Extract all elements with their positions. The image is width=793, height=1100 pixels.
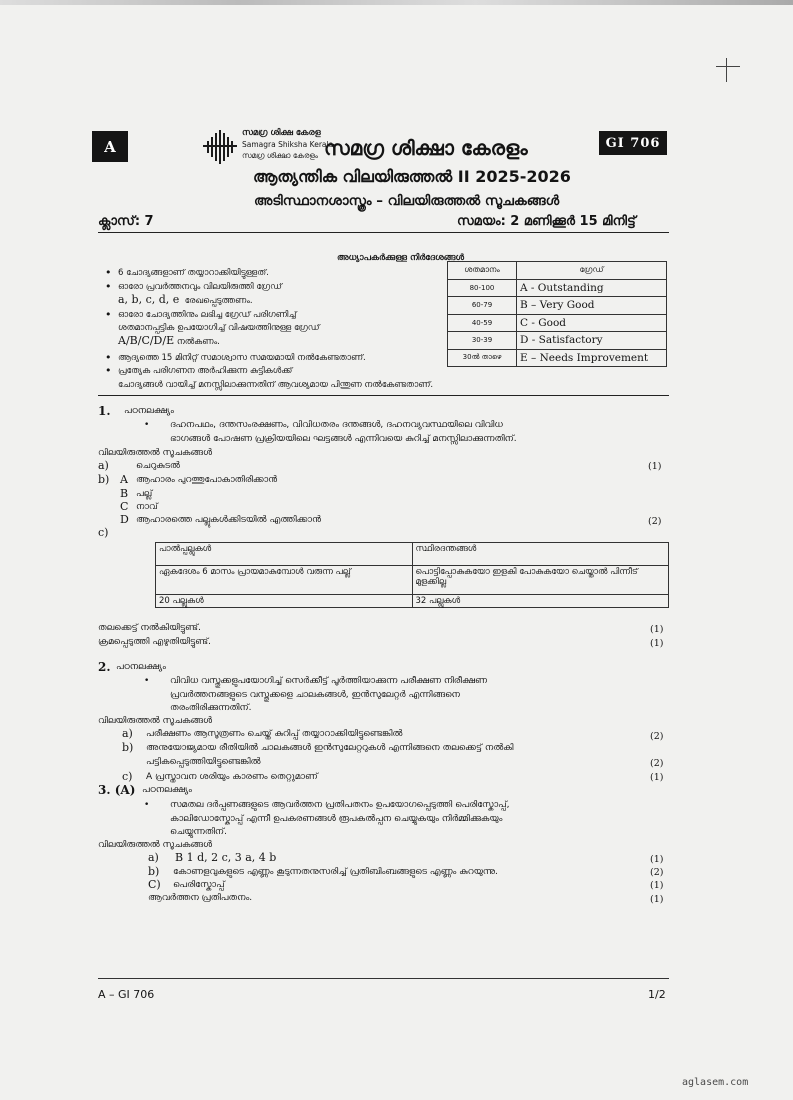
q2-b-mark: (2) (650, 758, 664, 769)
q1-c2-mark: (1) (650, 638, 664, 649)
q1-bB-answer: പല്ല് (136, 489, 153, 499)
variant-badge: A (92, 131, 128, 162)
ssk-logo-icon (203, 128, 237, 166)
q2-indicators-label: വിലയിരുത്തൽ സൂചകങ്ങൾ (98, 716, 213, 726)
grade-row (448, 297, 667, 315)
q1-b-mark: (2) (648, 516, 662, 527)
grade-range: 30ൽ താഴെ (448, 349, 517, 367)
grade-row (448, 314, 667, 332)
teeth-cell: 20 പല്ലുകൾ (156, 595, 413, 608)
q1-bA-answer: ആഹാരം പുറത്തുപോകാതിരിക്കാൻ (136, 475, 278, 485)
q2-goal-label: പഠനലക്ഷ്യം (116, 662, 166, 672)
instruction-2: • ഓരോ പ്രവർത്തനവും വിലയിരുത്തി ഗ്രേഡ് (105, 280, 282, 293)
q3-a-label: a) (148, 851, 159, 864)
crop-mark (726, 58, 727, 82)
teeth-head-permanent: സ്ഥിരദന്തങ്ങൾ (412, 543, 669, 566)
q2-c-mark: (1) (650, 772, 664, 783)
q1-c1-mark: (1) (650, 624, 664, 635)
q3-goal-line-3: ചെയ്യുന്നതിന്. (170, 827, 227, 837)
q2-a-label: a) (122, 727, 133, 740)
q1-goal-line-2: ഭാഗങ്ങൾ പോഷണ പ്രക്രിയയിലെ ഘട്ടങ്ങൾ എന്നിവയെ കുറിച്ച് മനസ്സിലാക്കുന്നതിന്. (170, 434, 517, 444)
q1-bA-label: A (120, 473, 128, 486)
q1-goal-bullet: • (144, 420, 150, 430)
q1-bC-label: C (120, 500, 129, 513)
grade-row (448, 332, 667, 350)
teeth-cell: ഏകദേശം 6 മാസം പ്രായമാകുമ്പോൾ വരുന്ന പല്ല് (156, 566, 413, 595)
grade-table (447, 261, 667, 367)
q3-c-mark: (1) (650, 880, 664, 891)
q3-c-answer: പെരിസ്കോപ്പ് (173, 880, 225, 890)
grade-value: B – Very Good (517, 297, 667, 315)
logo-wordmark (242, 128, 333, 161)
q2-c-answer: A പ്രസ്താവന ശരിയും കാരണം തെറ്റുമാണ് (146, 772, 318, 782)
teeth-cell: 32 പല്ലുകൾ (412, 595, 669, 608)
q3-goal-label: പഠനലക്ഷ്യം (142, 785, 192, 795)
instruction-4: • ആദ്യത്തെ 15 മിനിറ്റ് സമാശ്വാസ സമയമായി നൽകേണ്ടതാണ്. (105, 351, 366, 364)
class-label: ക്ലാസ്: 7 (98, 214, 154, 229)
teeth-table-row (156, 595, 669, 608)
instruction-3-cont: ശതമാനപ്പട്ടിക ഉപയോഗിച്ച് വിഷയത്തിനുള്ള ഗ്രേഡ് (118, 323, 320, 333)
q3-b-label: b) (148, 865, 160, 878)
q3-a-mark: (1) (650, 854, 664, 865)
footer-divider (98, 978, 669, 979)
instructions-title: അധ്യാപകർക്കുള്ള നിർദേശങ്ങൾ (337, 253, 465, 263)
q3-number: 3. (A) (98, 783, 136, 797)
grade-table-header (448, 262, 667, 280)
exam-title: ആത്യന്തിക വിലയിരുത്തൽ II 2025-2026 (253, 167, 571, 186)
q2-goal-line-3: തരംതിരിക്കുന്നതിന്. (170, 703, 252, 713)
paper-code-badge: GI 706 (599, 131, 667, 155)
q2-goal-line-1: വിവിധ വസ്തുക്കളുപയോഗിച്ച് സെർക്കീട്ട് പൂർത്തിയാക്കുന്ന പരീക്ഷണ നിരീക്ഷണ (170, 676, 487, 686)
brand-title: സമഗ്ര ശിക്ഷാ കേരളം (324, 136, 528, 160)
q1-bD-label: D (120, 513, 129, 526)
q2-a-mark: (2) (650, 731, 664, 742)
watermark-text: aglasem.com (682, 1077, 749, 1088)
instruction-5: • പ്രത്യേക പരിഗണന അർഹിക്കുന്ന കുട്ടികൾക്ക് (105, 364, 293, 377)
logo-line-1: സമഗ്ര ശിക്ഷ കേരള (242, 128, 321, 138)
q1-goal-label: പഠനലക്ഷ്യം (124, 406, 174, 416)
q2-b-answer: അനുയോജ്യമായ രീതിയിൽ ചാലകങ്ങൾ ഇൻസുലേറ്ററുകൾ എന്നിങ്ങനെ തലക്കെട്ട് നൽകി (146, 743, 514, 753)
q1-indicators-label: വിലയിരുത്തൽ സൂചകങ്ങൾ (98, 448, 213, 458)
q1-a-answer: ചെറുകുടൽ (136, 461, 180, 471)
instruction-2-cont: a, b, c, d, e രേഖപ്പെടുത്തണം. (118, 293, 253, 306)
q3-indicators-label: വിലയിരുത്തൽ സൂചകങ്ങൾ (98, 840, 213, 850)
q3-c-label: C) (148, 878, 161, 891)
q2-a-answer: പരീക്ഷണം ആസൂത്രണം ചെയ്ത് കുറിപ്പ് തയ്യാറാക്കിയിട്ടുണ്ടെങ്കിൽ (146, 729, 403, 739)
header-divider (98, 232, 669, 233)
crop-mark-h (716, 66, 740, 67)
q3-b-answer: കോണളവുകളുടെ എണ്ണം കൂടുന്നതനുസരിച്ച് പ്രതിബിംബങ്ങളുടെ എണ്ണം കുറയുന്നു. (173, 867, 498, 877)
teeth-table-row (156, 566, 669, 595)
grade-head-grade: ഗ്രേഡ് (517, 262, 667, 280)
q2-b-answer-cont: പട്ടികപ്പെടുത്തിയിട്ടുണ്ടെങ്കിൽ (146, 757, 261, 767)
grade-value: E – Needs Improvement (517, 349, 667, 367)
teeth-head-milk: പാൽപ്പല്ലുകൾ (156, 543, 413, 566)
q2-c-label: c) (122, 770, 133, 783)
q1-bB-label: B (120, 487, 129, 500)
q3-c-answer-cont: ആവർത്തന പ്രതിപതനം. (148, 893, 253, 903)
grade-value: C - Good (517, 314, 667, 332)
instruction-5-cont: ചോദ്യങ്ങൾ വായിച്ച് മനസ്സിലാക്കുന്നതിന് ആവശ്യമായ പിന്തുണ നൽകേണ്ടതാണ്. (118, 380, 434, 390)
page-number: 1/2 (648, 988, 666, 1001)
grade-range: 80-100 (448, 279, 517, 297)
duration-label: സമയം: 2 മണിക്കൂർ 15 മിനിട്ട് (457, 214, 636, 229)
q3-a-answer: B 1 d, 2 c, 3 a, 4 b (175, 851, 277, 864)
q2-goal-bullet: • (144, 676, 150, 686)
q1-c-label: c) (98, 526, 109, 539)
q2-goal-line-2: പ്രവർത്തനങ്ങളുടെ വസ്തുക്കളെ ചാലകങ്ങൾ, ഇൻസുലേറ്റർ എന്നിങ്ങനെ (170, 690, 460, 700)
q3-goal-bullet: • (144, 800, 150, 810)
grade-range: 40-59 (448, 314, 517, 332)
instruction-3-cont2: A/B/C/D/E നൽകണം. (118, 334, 220, 347)
grade-value: D - Satisfactory (517, 332, 667, 350)
teeth-table (155, 542, 669, 608)
q3-goal-line-1: സമതല ദർപ്പണങ്ങളുടെ ആവർത്തന പ്രതിപതനം ഉപയോഗപ്പെടുത്തി പെരിസ്കോപ്പ്, (170, 800, 510, 810)
q1-a-label: a) (98, 459, 109, 472)
grade-range: 60-79 (448, 297, 517, 315)
grade-range: 30-39 (448, 332, 517, 350)
instructions-divider (98, 395, 669, 396)
grade-row (448, 349, 667, 367)
q1-bD-answer: ആഹാരത്തെ പല്ലുകൾക്കിടയിൽ എത്തിക്കാൻ (136, 515, 321, 525)
q1-number: 1. (98, 404, 111, 418)
logo-line-2: Samagra Shiksha Kerala (242, 140, 334, 149)
q3-d-mark: (1) (650, 894, 664, 905)
footer-code: A – GI 706 (98, 988, 155, 1001)
grade-row (448, 279, 667, 297)
instruction-1: • 6 ചോദ്യങ്ങളാണ് തയ്യാറാക്കിയിട്ടുള്ളത്. (105, 266, 269, 279)
teeth-cell: പൊട്ടിപ്പോകുകയോ ഇളകി പോകുകയോ ചെയ്താൽ പിന്നീട് മുളക്കില്ല (412, 566, 669, 595)
q1-bC-answer: നാവ് (136, 502, 158, 512)
q2-b-label: b) (122, 741, 134, 754)
q1-b-label: b) (98, 473, 110, 486)
scan-top-edge (0, 0, 793, 5)
q3-goal-line-2: കാലിഡോസ്കോപ്പ് എന്നീ ഉപകരണങ്ങൾ രൂപകൽപ്പന ചെയ്യുകയും നിർമ്മിക്കുകയും (170, 814, 503, 824)
subject-title: അടിസ്ഥാനശാസ്ത്രം – വിലയിരുത്തൽ സൂചകങ്ങൾ (254, 193, 560, 209)
instruction-3: • ഓരോ ചോദ്യത്തിനും ലഭിച്ച ഗ്രേഡ് പരിഗണിച്ച് (105, 308, 297, 321)
grade-head-pct: ശതമാനം (448, 262, 517, 280)
grade-value: A - Outstanding (517, 279, 667, 297)
teeth-table-header (156, 543, 669, 566)
logo-line-3: സമഗ്ര ശിക്ഷാ കേരളം (242, 151, 318, 160)
q1-c-criterion-1: തലക്കെട്ട് നൽകിയിട്ടുണ്ട്. (98, 623, 201, 633)
q1-a-mark: (1) (648, 461, 662, 472)
q1-goal-line-1: ദഹനപഥം, ദന്തസംരക്ഷണം, വിവിധതരം ദന്തങ്ങൾ, ദഹനവ്യവസ്ഥയിലെ വിവിധ (170, 420, 503, 430)
q3-b-mark: (2) (650, 867, 664, 878)
q1-c-criterion-2: ക്രമപ്പെടുത്തി എഴുതിയിട്ടുണ്ട്. (98, 637, 212, 647)
q2-number: 2. (98, 660, 111, 674)
